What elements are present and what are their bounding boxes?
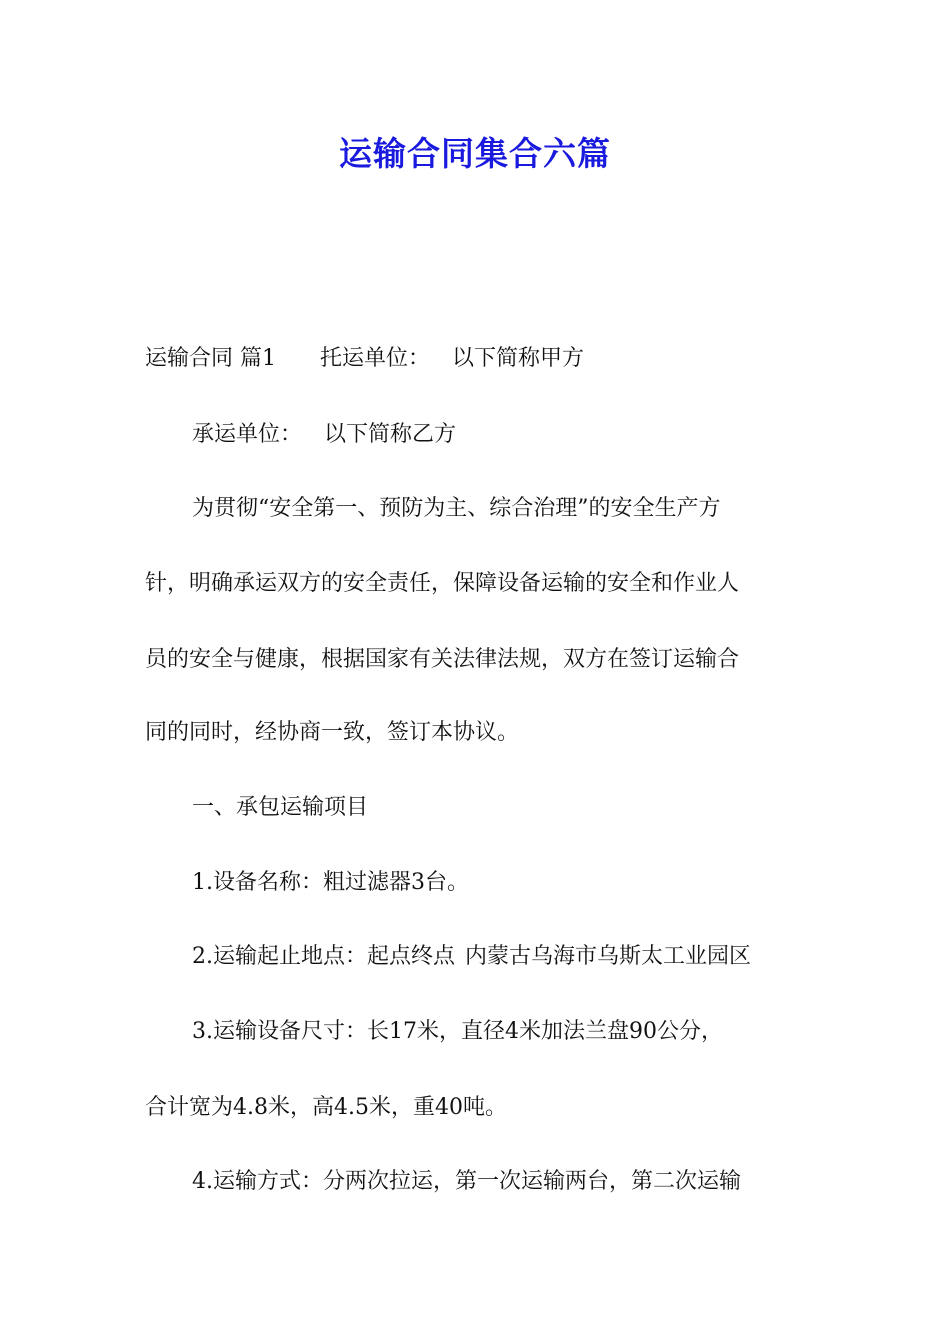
- item-equipment-name: 1.设备名称：粗过滤器3台。: [192, 870, 469, 895]
- carrier-label: 承运单位：: [192, 422, 303, 447]
- shipper-value: 以下简称甲方: [452, 346, 585, 371]
- item-transport-locations-label: 2.运输起止地点：起点终点: [192, 944, 455, 969]
- carrier-value: 以下简称乙方: [324, 422, 457, 447]
- paragraph-line: 员的安全与健康，根据国家有关法律法规，双方在签订运输合: [145, 647, 740, 672]
- item-equipment-size: 3.运输设备尺寸：长17米，直径4米加法兰盘90公分，: [192, 1019, 723, 1044]
- contract-section-label: 运输合同 篇1: [145, 346, 276, 371]
- paragraph-line: 同的同时，经协商一致，签订本协议。: [145, 720, 520, 745]
- item-transport-locations: [192, 942, 751, 972]
- item-transport-locations-value: 内蒙古乌海市乌斯太工业园区: [465, 944, 752, 969]
- paragraph-line: 针，明确承运双方的安全责任，保障设备运输的安全和作业人: [145, 571, 740, 596]
- paragraph-line: 为贯彻“安全第一、预防为主、综合治理”的安全生产方: [192, 496, 721, 521]
- carrier-line: [192, 420, 456, 450]
- shipper-label: 托运单位：: [320, 346, 431, 371]
- item-equipment-size-cont: 合计宽为4.8米，高4.5米，重40吨。: [145, 1095, 507, 1120]
- item-transport-method: 4.运输方式：分两次拉运，第一次运输两台，第二次运输: [192, 1169, 741, 1194]
- document-title: 运输合同集合六篇: [339, 134, 611, 173]
- contract-header-line: [145, 344, 584, 374]
- section-heading: 一、承包运输项目: [192, 795, 369, 820]
